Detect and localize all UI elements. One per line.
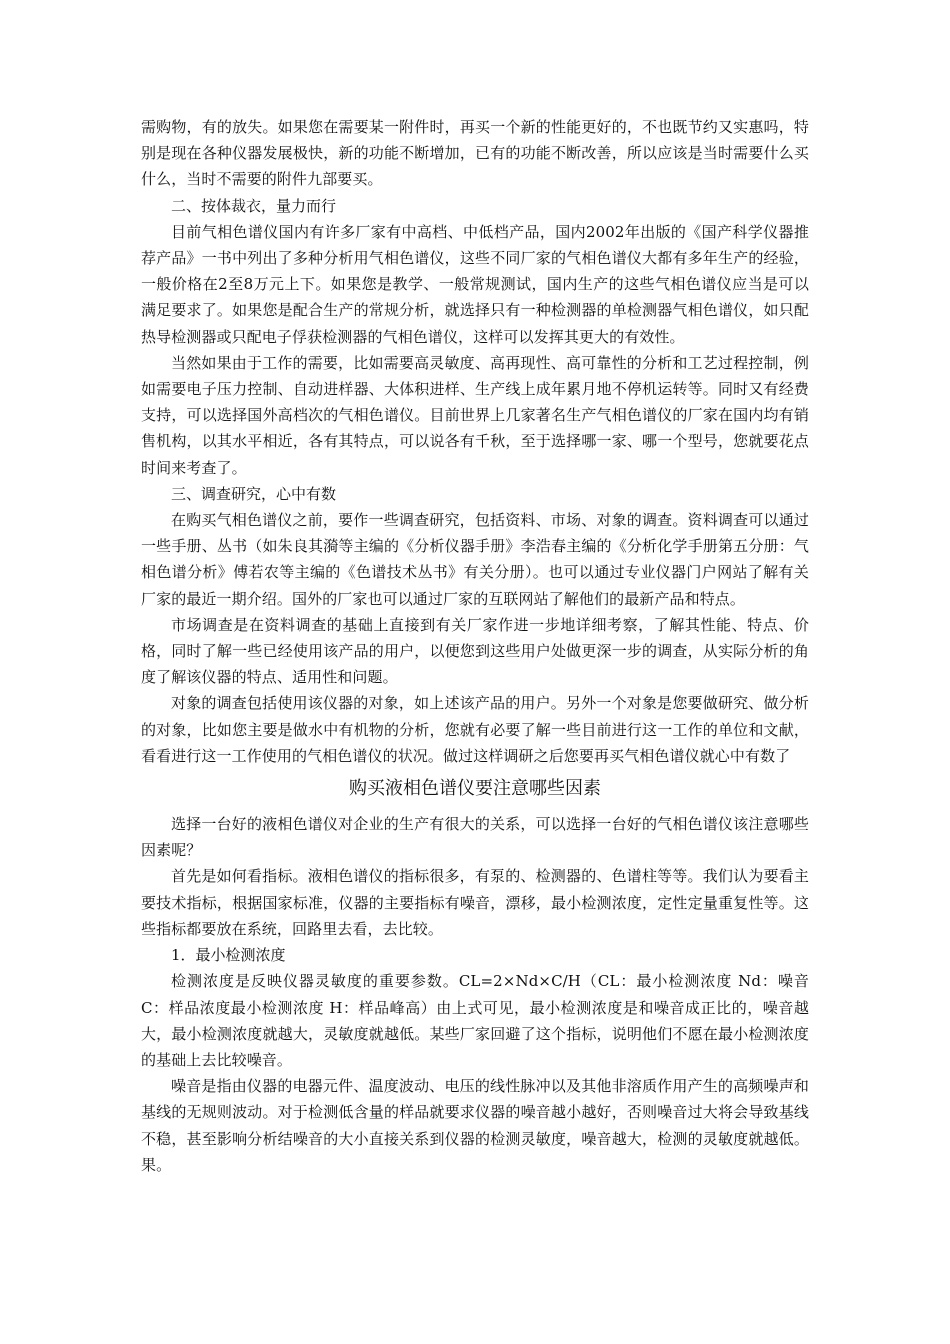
- paragraph-target-survey: 对象的调查包括使用该仪器的对象，如上述该产品的用户。另外一个对象是您要做研究、做分析的对象，比如您主要是做水中有机物的分析，您就有必要了解一些目前进行这一工作的单位和文献，看看进行这一工作使用的气相色谱仪的状况。做过这样调研之后您要再买气相色谱仪就心中有数了: [141, 694, 809, 765]
- paragraph-domestic-gc: 目前气相色谱仪国内有许多厂家有中高档、中低档产品，国内2002年出版的《国产科学仪器推荐产品》一书中列出了多种分析用气相色谱仪，这些不同厂家的气相色谱仪大都有多年生产的经验，一般价格在2至8万元上下。如果您是教学、一般常规测试，国内生产的这些气相色谱仪应当是可以满足要求了。如果您是配合生产的常规分析，就选择只有一种检测器的单检测器气相色谱仪，如只配热导检测器或只配电子俘获检测器的气相色谱仪，这样可以发挥其更大的有效性。: [141, 222, 809, 346]
- subsection-heading-1: 1．最小检测浓度: [171, 946, 286, 965]
- section-heading-3: 三、调查研究，心中有数: [171, 484, 337, 503]
- section-heading-2: 二、按体裁衣，量力而行: [171, 196, 337, 215]
- document-page: [141, 114, 809, 1178]
- article-title: 购买液相色谱仪要注意哪些因素: [349, 778, 601, 800]
- paragraph-research: 在购买气相色谱仪之前，要作一些调查研究，包括资料、市场、对象的调查。资料调查可以通过一些手册、丛书（如朱良其漪等主编的《分析仪器手册》李浩春主编的《分析化学手册第五分册：气相色谱分析》傅若农等主编的《色谱技术丛书》有关分册）。也可以通过专业仪器门户网站了解有关厂家的最近一期介绍。国外的厂家也可以通过厂家的互联网站了解他们的最新产品和特点。: [141, 511, 809, 608]
- paragraph-imported-gc: 当然如果由于工作的需要，比如需要高灵敏度、高再现性、高可靠性的分析和工艺过程控制，例如需要电子压力控制、自动进样器、大体积进样、生产线上成年累月地不停机运转等。同时又有经费支持，可以选择国外高档次的气相色谱仪。目前世界上几家著名生产气相色谱仪的厂家在国内均有销售机构，以其水平相近，各有其特点，可以说各有千秋，至于选择哪一家、哪一个型号，您就要花点时间来考查了。: [141, 353, 809, 477]
- paragraph-lc-intro: 选择一台好的液相色谱仪对企业的生产有很大的关系，可以选择一台好的气相色谱仪该注意哪些因素呢？: [141, 815, 809, 860]
- paragraph-noise: 噪音是指由仪器的电器元件、温度波动、电压的线性脉冲以及其他非溶质作用产生的高频噪声和基线的无规则波动。对于检测低含量的样品就要求仪器的噪音越小越好，否则噪音过大将会导致基线不稳，甚至影响分析结噪音的大小直接关系到仪器的检测灵敏度，噪音越大，检测的灵敏度就越低。果。: [141, 1077, 809, 1174]
- paragraph-detection-concentration: 检测浓度是反映仪器灵敏度的重要参数。CL=2×Nd×C/H（CL：最小检测浓度 Nd：噪音 C：样品浓度最小检测浓度 H：样品峰高）由上式可见，最小检测浓度是和噪音成正比的，噪音越大，最小检测浓度就越大，灵敏度就越低。某些厂家回避了这个指标，说明他们不愿在最小检测浓度的基础上去比较噪音。: [141, 972, 809, 1069]
- paragraph-indicators: 首先是如何看指标。液相色谱仪的指标很多，有泵的、检测器的、色谱柱等等。我们认为要看主要技术指标，根据国家标准，仪器的主要指标有噪音，漂移，最小检测浓度，定性定量重复性等。这些指标都要放在系统，回路里去看，去比较。: [141, 867, 809, 938]
- paragraph-market-survey: 市场调查是在资料调查的基础上直接到有关厂家作进一步地详细考察，了解其性能、特点、价格，同时了解一些已经使用该产品的用户，以便您到这些用户处做更深一步的调查，从实际分析的角度了解该仪器的特点、适用性和问题。: [141, 615, 809, 687]
- paragraph-accessories: 需购物，有的放失。如果您在需要某一附件时，再买一个新的性能更好的，不也既节约又实惠吗，特别是现在各种仪器发展极快，新的功能不断增加，已有的功能不断改善，所以应该是当时需要什么买什么，当时不需要的附件九部要买。: [141, 118, 809, 189]
